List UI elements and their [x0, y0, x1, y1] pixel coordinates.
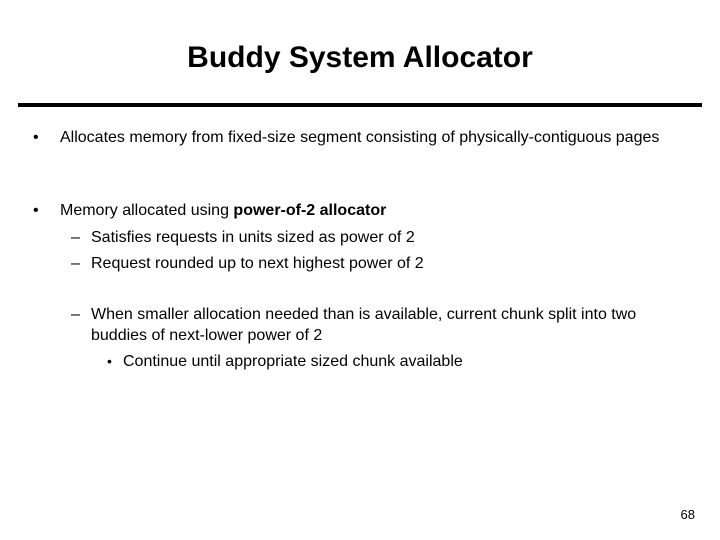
page-number: 68 — [680, 507, 695, 522]
bullet-text: Allocates memory from fixed-size segment consisting of physically-contiguous pages — [60, 129, 660, 146]
bullet-marker: • — [33, 202, 39, 219]
slide-title: Buddy System Allocator — [187, 41, 533, 74]
bullet-text — [60, 200, 690, 221]
sub-item-text: When smaller allocation needed than is available, current chunk split into two buddies of next-lower power of 2 — [91, 306, 637, 344]
bullet-marker: • — [33, 129, 39, 146]
sub-item-marker: – — [71, 229, 80, 246]
sub-item-text: Request rounded up to next highest power of 2 — [91, 255, 424, 272]
sub-sub-item-marker: • — [107, 353, 112, 369]
sub-sub-item-text: Continue until appropriate sized chunk available — [123, 353, 463, 370]
sub-item-marker: – — [71, 306, 80, 323]
title-divider — [18, 103, 702, 107]
bullet-text-emphasis: power-of-2 allocator — [233, 202, 387, 219]
sub-item-marker: – — [71, 255, 80, 272]
bullet-text-prefix: Memory allocated using — [60, 202, 234, 219]
sub-item-text: Satisfies requests in units sized as power of 2 — [91, 229, 415, 246]
